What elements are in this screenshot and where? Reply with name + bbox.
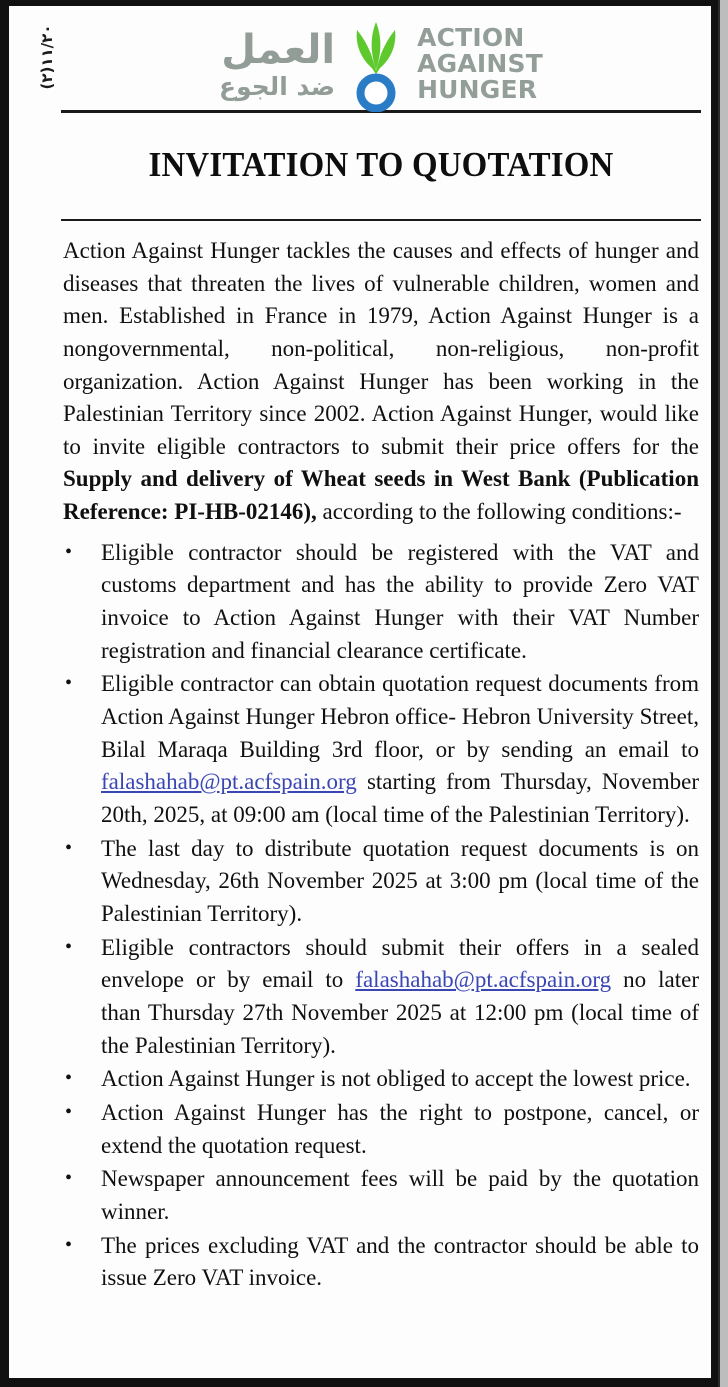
intro-text-part2: according to the following conditions:- [316, 499, 682, 525]
logo-word-action: ACTION [417, 23, 525, 52]
intro-text-part1: Action Against Hunger tackles the causes and effects of hunger and diseases that threaten the lives of vulnerable children, women and men. Established in France in 1979, Action Against Hunger is a nongovernmental, non-political, non-religious, non-profit organization. Action Against Hunger has been working in the Palestinian Territory since 2002. Action Against Hunger, would like to invite eligible contractors to submit their price offers for the [63, 237, 699, 459]
condition-text [101, 668, 699, 831]
logo-word-hunger: HUNGER [417, 75, 538, 104]
list-item [63, 1097, 699, 1162]
condition-text: Action Against Hunger has the right to postpone, cancel, or extend the quotation request. [101, 1099, 699, 1158]
bullet-icon: • [65, 935, 73, 958]
logo-word-against: AGAINST [417, 49, 543, 78]
list-item [63, 668, 699, 831]
leaf-and-droplet-icon [345, 16, 407, 112]
side-reference-code: (٢)١١/٢٠ [38, 24, 56, 90]
list-item [63, 537, 699, 668]
page-title: INVITATION TO QUOTATION [148, 145, 614, 185]
advert-body [57, 221, 705, 1295]
advert-content-column [57, 6, 705, 1378]
logo-arabic-line2: ضد الجوع [219, 71, 336, 101]
bullet-icon: • [65, 672, 73, 695]
advert-inner-white-area [9, 6, 711, 1378]
email-link[interactable]: falashahab@pt.acfspain.org [355, 967, 612, 993]
condition-text: Newspaper announcement fees will be paid by the quotation winner. [101, 1166, 699, 1224]
bullet-icon: • [65, 1067, 73, 1090]
condition-text-before-link: Eligible contractor can obtain quotation request documents from Action Against Hunger Hebron office- Hebron University Street, Bilal Maraqa Building 3rd floor, or by sending an email to [101, 671, 699, 762]
list-item [63, 1230, 699, 1295]
logo-symbol [345, 16, 407, 112]
condition-text: The last day to distribute quotation request documents is on Wednesday, 26th November 2025 at 3:00 pm (local time of the Palestinian Territory). [101, 835, 699, 926]
water-droplet-icon [369, 84, 384, 104]
bullet-icon: • [65, 540, 73, 563]
list-item [63, 1163, 699, 1228]
logo-arabic-line1: العمل [221, 26, 336, 73]
bullet-icon: • [65, 1100, 73, 1123]
intro-paragraph [63, 235, 699, 529]
page-right-margin-strip [718, 0, 728, 1387]
email-link[interactable]: falashahab@pt.acfspain.org [101, 769, 357, 795]
logo-wordmark [417, 25, 543, 103]
bullet-icon: • [65, 1167, 73, 1190]
logo-arabic-text [219, 26, 336, 101]
condition-text-before-link: Eligible contractors should submit their offers in a sealed envelope or by email to [101, 934, 699, 993]
organization-logo [57, 6, 705, 110]
list-item [63, 1063, 699, 1096]
bullet-icon: • [65, 836, 73, 859]
bullet-icon: • [65, 1233, 73, 1256]
green-leaf-icon [357, 22, 396, 74]
list-item [63, 932, 699, 1063]
conditions-list [63, 537, 699, 1295]
condition-text [101, 932, 699, 1063]
condition-text-after-link: starting from Thursday, November 20th, 2025, at 09:00 am (local time of the Palestinian Territory). [101, 769, 699, 828]
list-item [63, 833, 699, 931]
condition-text-after-link: no later than Thursday 27th November 2025 at 12:00 pm (local time of the Palestinian Territory). [101, 967, 700, 1058]
intro-bold-subject: Supply and delivery of Wheat seeds in West Bank (Publication Reference: PI-HB-02146), [63, 466, 699, 525]
condition-text: Eligible contractor should be registered with the VAT and customs department and has the ability to provide Zero VAT invoice to Action Against Hunger with their VAT Number registration and financial clearance certificate. [101, 539, 699, 663]
condition-text: The prices excluding VAT and the contractor should be able to issue Zero VAT invoice. [101, 1232, 699, 1291]
condition-text: Action Against Hunger is not obliged to accept the lowest price. [101, 1066, 691, 1092]
